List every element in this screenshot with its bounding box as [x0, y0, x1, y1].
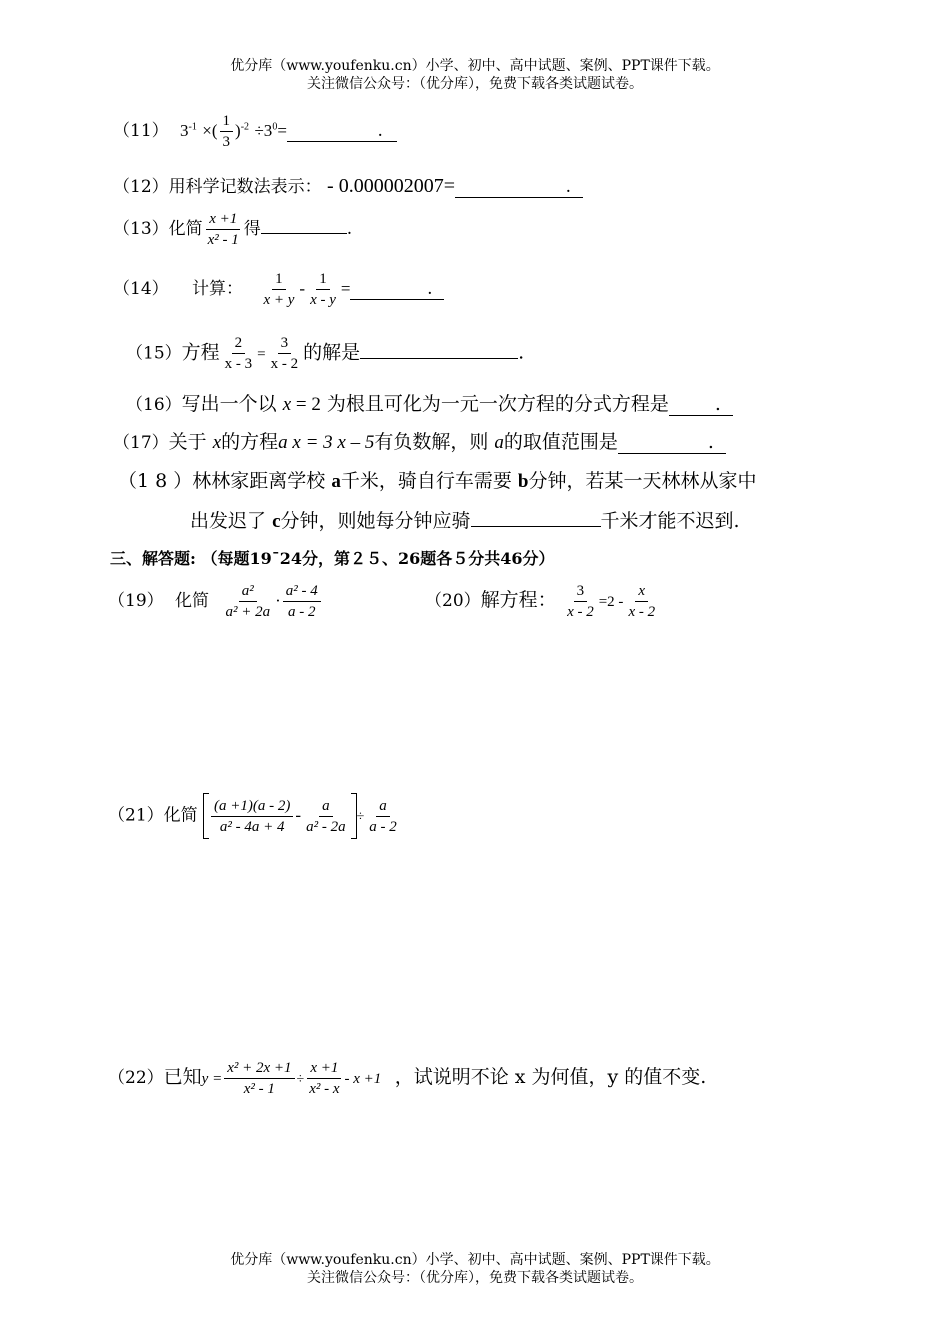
q18-text3: 分钟，若某一天林林从家中 [528, 470, 757, 492]
question-number: （1 8 ） [118, 470, 193, 492]
question-number: （11） [113, 121, 169, 141]
question-19 [108, 582, 323, 621]
q16-text1: 写出一个以 [181, 393, 277, 415]
q22-y: y = [201, 1071, 223, 1087]
q11-times: ×( [202, 121, 218, 140]
header-line-1: 优分库（www.youfenku.cn）小学、初中、高中试题、案例、PPT课件下载。 [230, 58, 720, 74]
q20-f2-den: x - 2 [628, 604, 656, 620]
q21-f3-num: a [376, 797, 390, 817]
q16-var: x [282, 394, 292, 415]
question-21 [108, 793, 402, 839]
question-number: （14） [113, 279, 169, 299]
q11-base: 3 [180, 121, 189, 140]
footer-line-2: 关注微信公众号：（优分库），免费下载各类试题试卷。 [307, 1270, 643, 1286]
header-line-2: 关注微信公众号：（优分库），免费下载各类试题试卷。 [307, 76, 643, 92]
question-15 [126, 334, 524, 373]
q18-c: c [272, 511, 281, 532]
question-number: （22） [108, 1068, 164, 1088]
q13-frac-den: x² - 1 [207, 232, 239, 248]
q17-var2: a [494, 432, 504, 453]
q12-value: - 0.000002007 [327, 175, 444, 197]
question-18-line2 [190, 506, 740, 533]
q16-text2: 为根且可化为一元一次方程的分式方程是 [326, 393, 669, 415]
q18-text1: 林林家距离学校 [192, 470, 326, 492]
q14-text: 计算： [192, 279, 244, 299]
q21-text: 化简 [163, 805, 198, 826]
q13-dot: . [346, 219, 353, 239]
q19-f1-den: a² + 2a [225, 604, 271, 620]
q22-f2-num: x +1 [307, 1059, 341, 1079]
question-number: （19） [108, 591, 164, 611]
question-number: （17） [113, 433, 169, 453]
answer-blank[interactable]: . [669, 393, 733, 416]
question-11 [113, 112, 397, 151]
q11-exp1: -1 [188, 121, 197, 133]
q21-f2-den: a² - 2a [306, 818, 346, 835]
q15-after: 的解是 [303, 341, 361, 364]
q15-dot: . [518, 341, 525, 364]
q22-text: 已知 [163, 1066, 202, 1088]
q11-eq: = [277, 121, 287, 140]
q12-eq: = [443, 175, 455, 197]
q16-eqpart: = 2 [291, 394, 321, 415]
q11-close: ) [235, 121, 241, 140]
q15-f2-den: x - 2 [270, 356, 299, 372]
question-20 [425, 582, 660, 621]
q14-f2-den: x - y [310, 292, 336, 308]
q18-text5: 分钟，则她每分钟应骑 [280, 510, 471, 532]
q17-text4: 的取值范围是 [503, 431, 618, 453]
q20-f1-den: x - 2 [567, 604, 594, 620]
q21-f1-den: a² - 4a + 4 [219, 818, 285, 835]
q11-div: ÷3 [254, 121, 273, 140]
q17-var: x [212, 432, 222, 453]
q12-text: 用科学记数法表示： [168, 177, 322, 197]
q17-text3: 有负数解，则 [374, 431, 489, 453]
q20-text: 解方程： [480, 589, 557, 611]
question-22 [108, 1059, 706, 1098]
q18-text6: 千米才能不迟到. [600, 510, 740, 532]
q22-f1-num: x² + 2x +1 [224, 1059, 294, 1079]
q18-b: b [517, 471, 529, 492]
answer-blank[interactable] [360, 358, 518, 359]
q21-minus: - [295, 805, 302, 825]
q19-f2-num: a² - 4 [283, 582, 321, 602]
q22-f2-den: x² - x [309, 1081, 340, 1097]
question-number: （20） [425, 591, 481, 611]
q14-f1-den: x + y [263, 292, 295, 308]
q21-f1-num: (a +1)(a - 2) [211, 797, 293, 817]
q11-frac-den: 3 [222, 134, 231, 150]
q20-f2-num: x [635, 582, 648, 602]
q21-f3-den: a - 2 [369, 818, 397, 835]
q14-eq: = [340, 279, 351, 298]
q17-text2: 的方程 [221, 431, 279, 453]
q15-f2-num: 3 [278, 334, 292, 354]
q15-text: 方程 [181, 341, 220, 364]
q22-text2: ，试说明不论 x 为何值，y 的值不变. [394, 1066, 707, 1088]
left-bracket [203, 793, 209, 839]
answer-blank[interactable] [261, 233, 347, 234]
question-13 [113, 210, 352, 249]
q17-eqn: a x = 3 x – 5 [278, 432, 375, 453]
answer-blank[interactable]: . [455, 177, 583, 198]
footer-line-1: 优分库（www.youfenku.cn）小学、初中、高中试题、案例、PPT课件下载。 [230, 1252, 720, 1268]
q20-f1-num: 3 [574, 582, 588, 602]
question-number: （16） [126, 395, 182, 415]
answer-blank[interactable]: . [350, 279, 444, 300]
question-12 [113, 172, 583, 198]
q18-text2: 千米，骑自行车需要 [340, 470, 512, 492]
answer-blank[interactable]: . [287, 121, 397, 142]
question-number: （15） [126, 343, 182, 364]
answer-blank[interactable]: . [618, 431, 726, 454]
q14-f1-num: 1 [272, 270, 286, 290]
q19-text: 化简 [175, 591, 210, 611]
q21-f2-num: a [319, 797, 333, 817]
question-number: （13） [113, 219, 169, 239]
q11-exp2: -2 [240, 121, 250, 133]
q22-f1-den: x² - 1 [243, 1081, 275, 1097]
q17-text1: 关于 [168, 431, 207, 453]
q18-a: a [331, 471, 341, 492]
q13-text: 化简 [168, 219, 203, 239]
q19-f2-den: a - 2 [288, 604, 316, 620]
question-number: （21） [108, 805, 164, 826]
answer-blank[interactable] [471, 526, 601, 527]
question-17 [113, 427, 726, 454]
q19-f1-num: a² [239, 582, 257, 602]
q13-after: 得 [243, 219, 261, 239]
q13-frac-num: x +1 [206, 210, 240, 230]
q22-tail: - x +1 [344, 1071, 382, 1087]
question-16 [126, 389, 733, 416]
q14-f2-num: 1 [316, 270, 330, 290]
q15-eq: = [257, 346, 266, 363]
q19-dot: · [275, 591, 281, 610]
q15-f1-num: 2 [232, 334, 246, 354]
q22-div: ÷ [296, 1072, 305, 1087]
question-number: （12） [113, 177, 169, 197]
q11-frac-num: 1 [220, 112, 234, 132]
section-3-title: 三、解答题: （每题19¯24分，第２５、26题各５分共46分） [110, 549, 555, 568]
question-14 [113, 270, 444, 309]
q14-minus: - [299, 279, 306, 298]
q15-f1-den: x - 3 [224, 356, 253, 372]
q21-div: ÷ [356, 809, 365, 825]
q20-eq: =2 - [598, 594, 624, 610]
q18-text4: 出发迟了 [190, 510, 267, 532]
question-18 [118, 466, 756, 493]
q11-exp3: 0 [272, 121, 278, 133]
